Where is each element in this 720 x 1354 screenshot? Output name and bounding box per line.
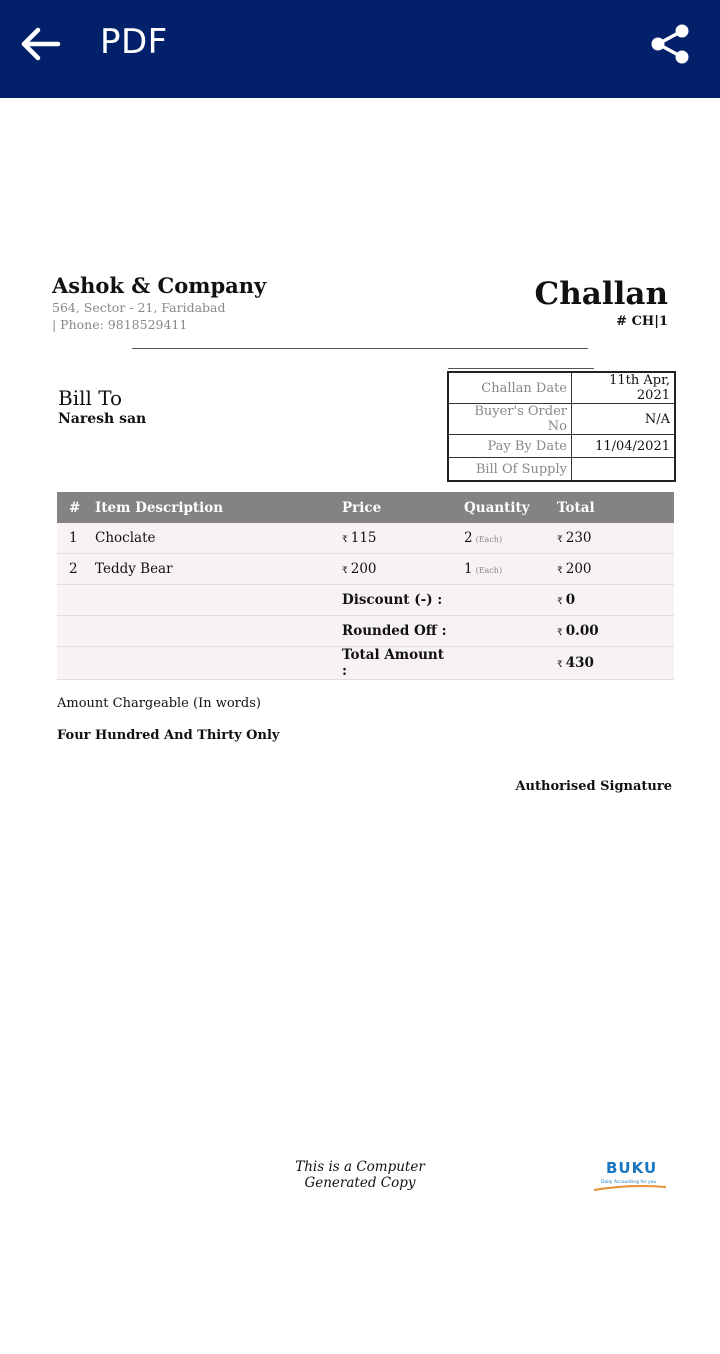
arrow-left-icon[interactable]: [18, 24, 62, 64]
item-total: [545, 554, 674, 585]
company-phone: | Phone: 9818529411: [52, 317, 188, 332]
items-table: [57, 492, 674, 680]
rupee-icon: ₹: [557, 660, 563, 670]
bill-to-label: Bill To: [58, 386, 123, 410]
item-quantity-value: 2: [464, 530, 473, 546]
footer-note: This is a Computer Generated Copy: [295, 1159, 425, 1191]
col-header-total: Total: [545, 492, 674, 523]
item-price-value: 200: [350, 561, 377, 577]
item-unit: (Each): [475, 566, 503, 575]
info-label: Bill Of Supply: [448, 458, 572, 482]
info-divider: [448, 368, 594, 369]
rupee-icon: ₹: [342, 535, 348, 545]
info-value: [572, 458, 676, 482]
item-price: [330, 523, 452, 554]
col-header-number: #: [57, 492, 83, 523]
header-divider: [132, 348, 588, 349]
summary-label: Rounded Off :: [330, 616, 452, 647]
summary-value: [545, 616, 674, 647]
company-name: Ashok & Company: [52, 273, 267, 298]
brand-tagline: Daily Accounting for you: [601, 1180, 657, 1185]
summary-row-total: [57, 647, 674, 680]
app-bar-title: PDF: [100, 22, 168, 62]
rupee-icon: ₹: [557, 566, 563, 576]
col-header-price: Price: [330, 492, 452, 523]
app-bar: [0, 0, 720, 98]
amount-words-value: Four Hundred And Thirty Only: [57, 728, 280, 743]
summary-row-rounded: [57, 616, 674, 647]
item-description: Teddy Bear: [83, 554, 330, 585]
item-number: 2: [57, 554, 83, 585]
items-header-row: [57, 492, 674, 523]
info-row: [448, 458, 675, 482]
info-label: Pay By Date: [448, 435, 572, 458]
info-value: 11th Apr, 2021: [572, 372, 676, 404]
rupee-icon: ₹: [557, 597, 563, 607]
info-label: Buyer's Order No: [448, 404, 572, 435]
summary-label: Discount (-) :: [330, 585, 452, 616]
col-header-quantity: Quantity: [452, 492, 545, 523]
summary-row-discount: [57, 585, 674, 616]
item-quantity: [452, 523, 545, 554]
table-row: [57, 554, 674, 585]
table-row: [57, 523, 674, 554]
item-price: [330, 554, 452, 585]
info-value: 11/04/2021: [572, 435, 676, 458]
amount-words-label: Amount Chargeable (In words): [57, 696, 261, 711]
challan-info-table: [447, 371, 676, 482]
company-address: 564, Sector - 21, Faridabad: [52, 300, 226, 315]
document-number: # CH|1: [616, 314, 668, 329]
brand-name: BUKU: [606, 1159, 658, 1177]
share-icon[interactable]: [648, 22, 692, 66]
summary-value: [545, 647, 674, 680]
summary-value-text: 0.00: [565, 623, 599, 639]
summary-value-text: 0: [565, 592, 576, 608]
summary-value-text: 430: [565, 655, 594, 671]
info-row: [448, 435, 675, 458]
rupee-icon: ₹: [557, 535, 563, 545]
info-row: [448, 404, 675, 435]
pdf-document: [0, 98, 720, 1354]
item-total: [545, 523, 674, 554]
info-row: [448, 372, 675, 404]
item-number: 1: [57, 523, 83, 554]
item-total-value: 230: [565, 530, 592, 546]
item-quantity: [452, 554, 545, 585]
bill-to-name: Naresh san: [58, 411, 147, 427]
document-title: Challan: [534, 276, 668, 312]
summary-label: Total Amount :: [330, 647, 452, 680]
summary-value: [545, 585, 674, 616]
info-label: Challan Date: [448, 372, 572, 404]
item-quantity-value: 1: [464, 561, 473, 577]
item-unit: (Each): [475, 535, 503, 544]
rupee-icon: ₹: [557, 628, 563, 638]
item-total-value: 200: [565, 561, 592, 577]
info-value: N/A: [572, 404, 676, 435]
item-price-value: 115: [350, 530, 377, 546]
item-description: Choclate: [83, 523, 330, 554]
col-header-description: Item Description: [83, 492, 330, 523]
authorised-signature: Authorised Signature: [515, 779, 672, 794]
rupee-icon: ₹: [342, 566, 348, 576]
